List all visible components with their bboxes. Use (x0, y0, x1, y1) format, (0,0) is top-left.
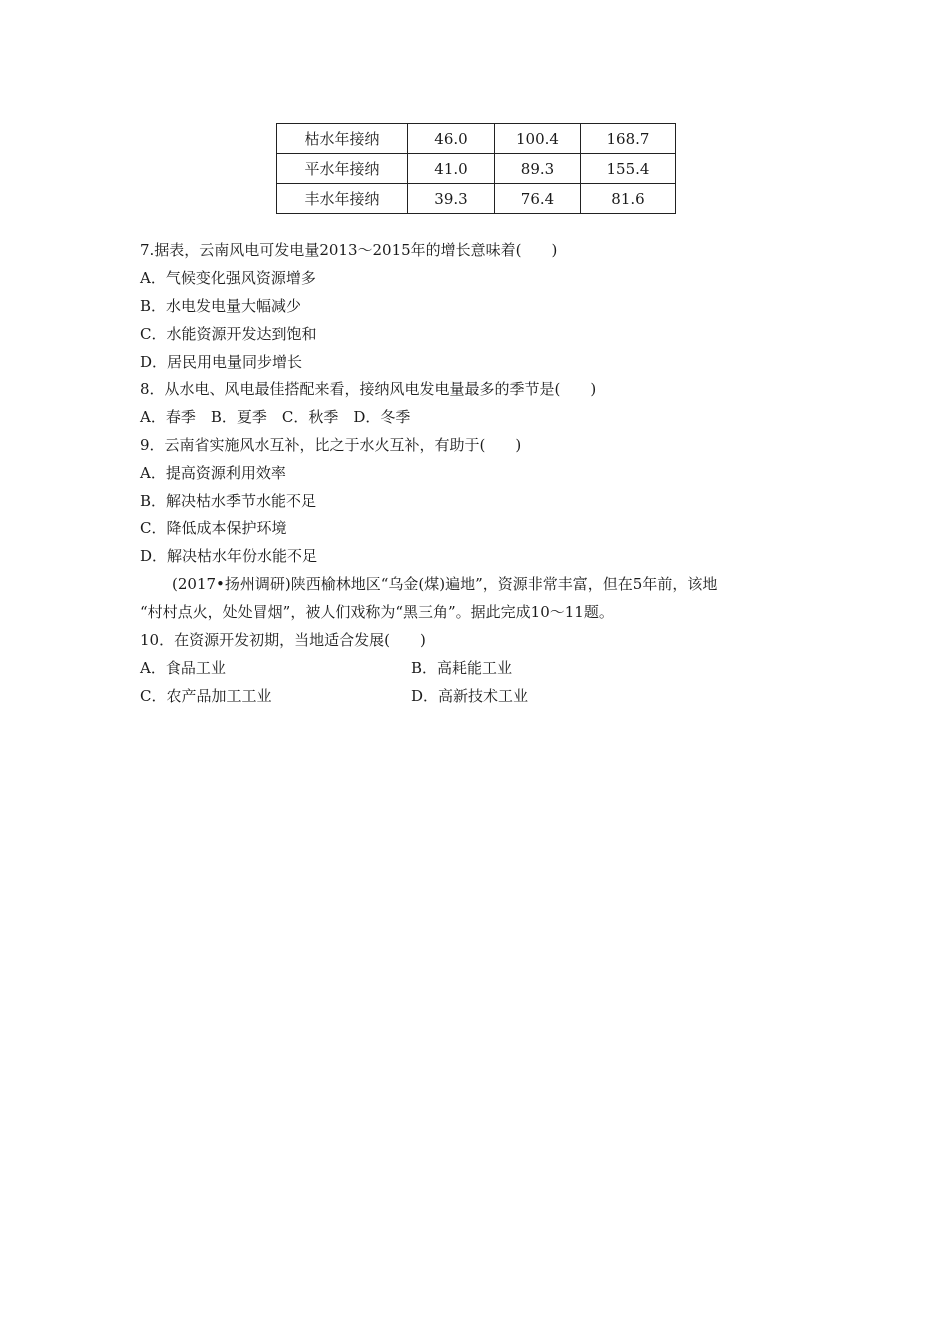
table-cell: 168.7 (581, 124, 676, 154)
table-cell: 46.0 (408, 124, 495, 154)
question-10-option-a: A．食品工业 (140, 659, 226, 677)
question-9-option-a: A．提高资源利用效率 (140, 464, 286, 482)
table-cell: 枯水年接纳 (277, 124, 408, 154)
question-7-stem: 7.据表，云南风电可发电量2013～2015年的增长意味着( ) (140, 241, 558, 259)
question-7-option-d: D．居民用电量同步增长 (140, 353, 303, 371)
question-10-stem: 10．在资源开发初期，当地适合发展( ) (140, 631, 426, 649)
table-row (277, 124, 676, 154)
data-table (276, 123, 676, 214)
table-cell: 39.3 (408, 184, 495, 214)
question-9-option-c: C．降低成本保护环境 (140, 519, 287, 537)
data-table-body (277, 124, 676, 214)
table-cell: 平水年接纳 (277, 154, 408, 184)
question-7-option-a: A．气候变化强风资源增多 (140, 269, 316, 287)
table-row (277, 154, 676, 184)
table-cell: 100.4 (495, 124, 581, 154)
question-8-options: A．春季 B．夏季 C．秋季 D．冬季 (140, 408, 411, 426)
table-cell: 41.0 (408, 154, 495, 184)
question-7-option-b: B．水电发电量大幅减少 (140, 297, 302, 315)
table-cell: 丰水年接纳 (277, 184, 408, 214)
question-7-option-c: C．水能资源开发达到饱和 (140, 325, 317, 343)
table-cell: 81.6 (581, 184, 676, 214)
question-8-stem: 8．从水电、风电最佳搭配来看，接纳风电发电量最多的季节是( ) (140, 380, 597, 398)
passage-line-2: “村村点火，处处冒烟”，被人们戏称为“黑三角”。据此完成10～11题。 (140, 603, 614, 621)
table-row (277, 184, 676, 214)
table-cell: 155.4 (581, 154, 676, 184)
passage-line-1: (2017•扬州调研)陕西榆林地区“乌金(煤)遍地”，资源非常丰富，但在5年前，该地 (172, 575, 718, 593)
question-10-option-d: D．高新技术工业 (411, 687, 529, 705)
question-9-option-d: D．解决枯水年份水能不足 (140, 547, 318, 565)
table-cell: 76.4 (495, 184, 581, 214)
question-9-stem: 9．云南省实施风水互补，比之于水火互补，有助于( ) (140, 436, 522, 454)
table-cell: 89.3 (495, 154, 581, 184)
question-10-option-b: B．高耗能工业 (411, 659, 513, 677)
question-9-option-b: B．解决枯水季节水能不足 (140, 492, 317, 510)
question-10-option-c: C．农产品加工工业 (140, 687, 272, 705)
